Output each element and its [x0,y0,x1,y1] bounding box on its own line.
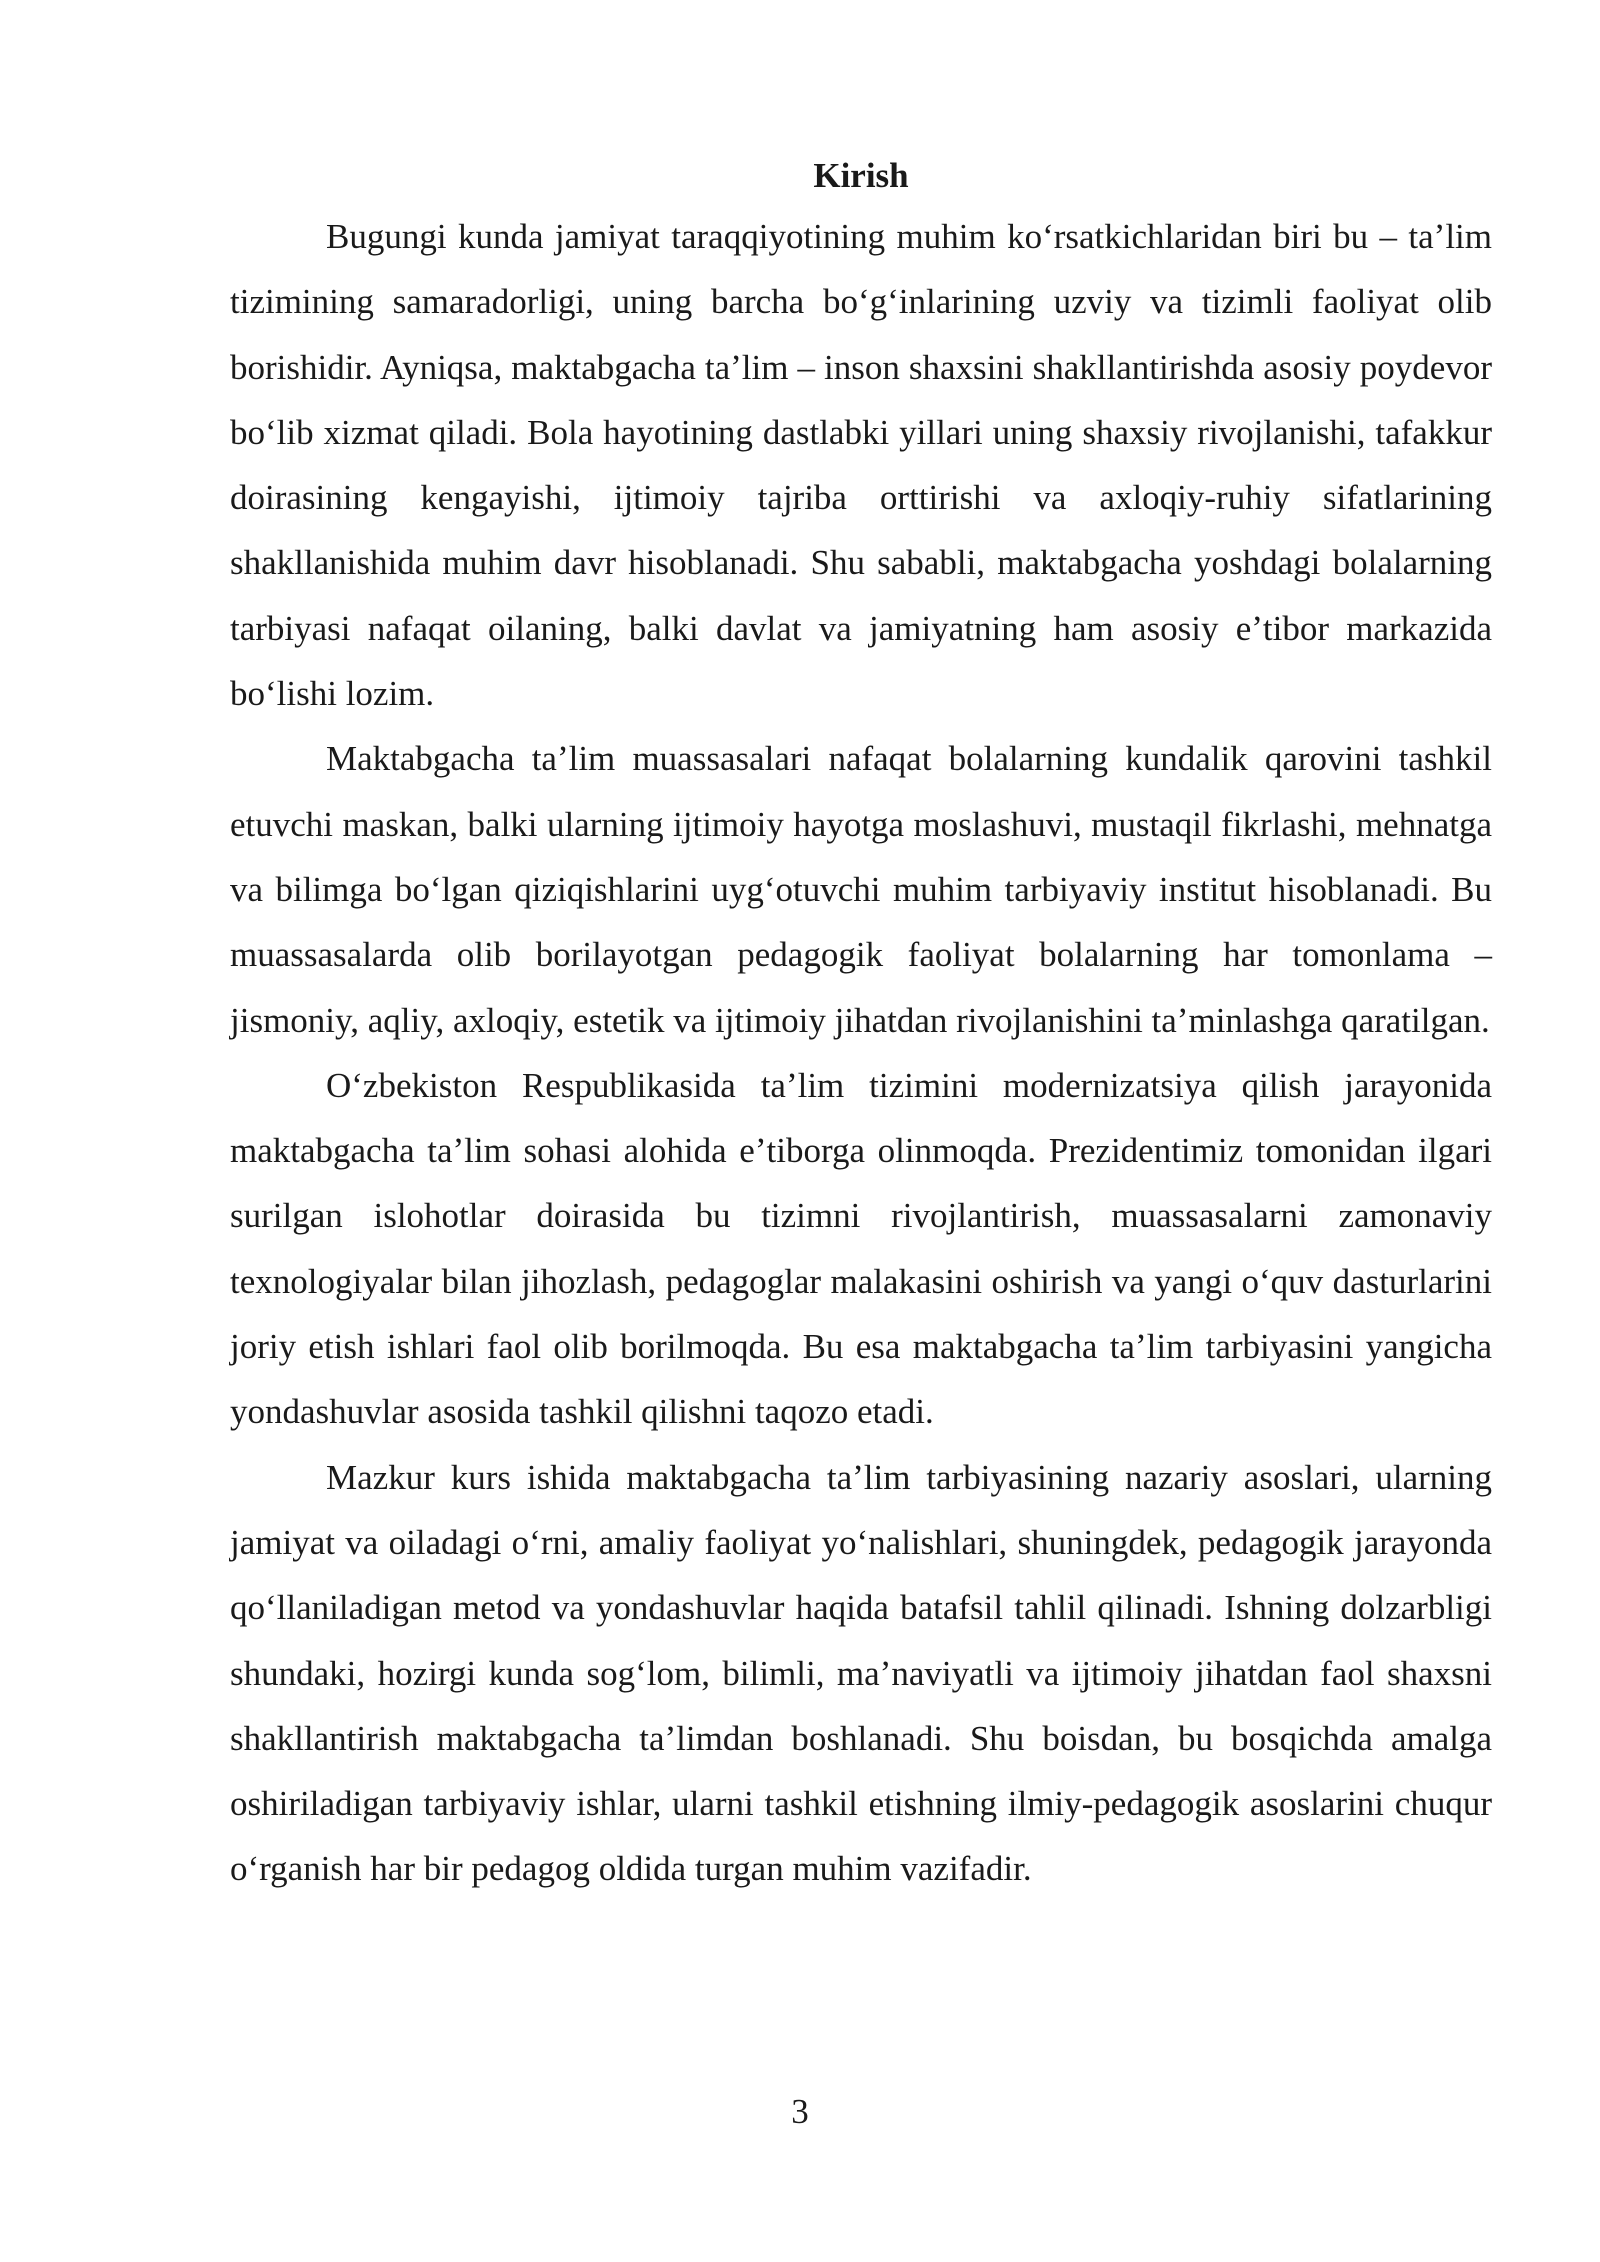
page-number: 3 [791,2092,809,2131]
paragraph-3: Oʻzbekiston Respublikasida taʼlim tizimini modernizatsiya qilish jarayonida maktabgacha taʼlim sohasi alohida eʼtiborga olinmoqda. Prezidentimiz tomonidan ilgari surilgan islohotlar doirasida bu tizimni rivojlantirish, muassasalarni zamonaviy texnologiyalar bilan jihozlash, pedagoglar malakasini oshirish va yangi oʻquv dasturlarini joriy etish ishlari faol olib borilmoqda. Bu esa maktabgacha taʼlim tarbiyasini yangicha yondashuvlar asosida tashkil qilishni taqozo etadi. [230,1065,1492,1432]
paragraph-1: Bugungi kunda jamiyat taraqqiyotining muhim koʻrsatkichlaridan biri bu – taʼlim tizimining samaradorligi, uning barcha boʻgʻinlarining uzviy va tizimli faoliyat olib borishidir. Ayniqsa, maktabgacha taʼlim – inson shaxsini shakllantirishda asosiy poydevor boʻlib xizmat qiladi. Bola hayotining dastlabki yillari uning shaxsiy rivojlanishi, tafakkur doirasining kengayishi, ijtimoiy tajriba orttirishi va axloqiy-ruhiy sifatlarining shakllanishida muhim davr hisoblanadi. Shu sababli, maktabgacha yoshdagi bolalarning tarbiyasi nafaqat oilaning, balki davlat va jamiyatning ham asosiy eʼtibor markazida boʻlishi lozim. [230,217,1492,714]
paragraph-4: Mazkur kurs ishida maktabgacha taʼlim tarbiyasining nazariy asoslari, ularning jamiyat va oiladagi oʻrni, amaliy faoliyat yoʻnalishlari, shuningdek, pedagogik jarayonda qoʻllaniladigan metod va yondashuvlar haqida batafsil tahlil qilinadi. Ishning dolzarbligi shundaki, hozirgi kunda sogʻlom, bilimli, maʼnaviyatli va ijtimoiy jihatdan faol shaxsni shakllantirish maktabgacha taʼlimdan boshlanadi. Shu boisdan, bu bosqichda amalga oshiriladigan tarbiyaviy ishlar, ularni tashkil etishning ilmiy-pedagogik asoslarini chuqur oʻrganish har bir pedagog oldida turgan muhim vazifadir. [230,1457,1492,1889]
document-page [230,148,1492,1902]
paragraph-2: Maktabgacha taʼlim muassasalari nafaqat bolalarning kundalik qarovini tashkil etuvchi maskan, balki ularning ijtimoiy hayotga moslashuvi, mustaqil fikrlashi, mehnatga va bilimga boʻlgan qiziqishlarini uygʻotuvchi muhim tarbiyaviy institut hisoblanadi. Bu muassasalarda olib borilayotgan pedagogik faoliyat bolalarning har tomonlama – jismoniy, aqliy, axloqiy, estetik va ijtimoiy jihatdan rivojlanishini taʼminlashga qaratilgan. [230,739,1492,1040]
section-title: Kirish [813,156,909,195]
